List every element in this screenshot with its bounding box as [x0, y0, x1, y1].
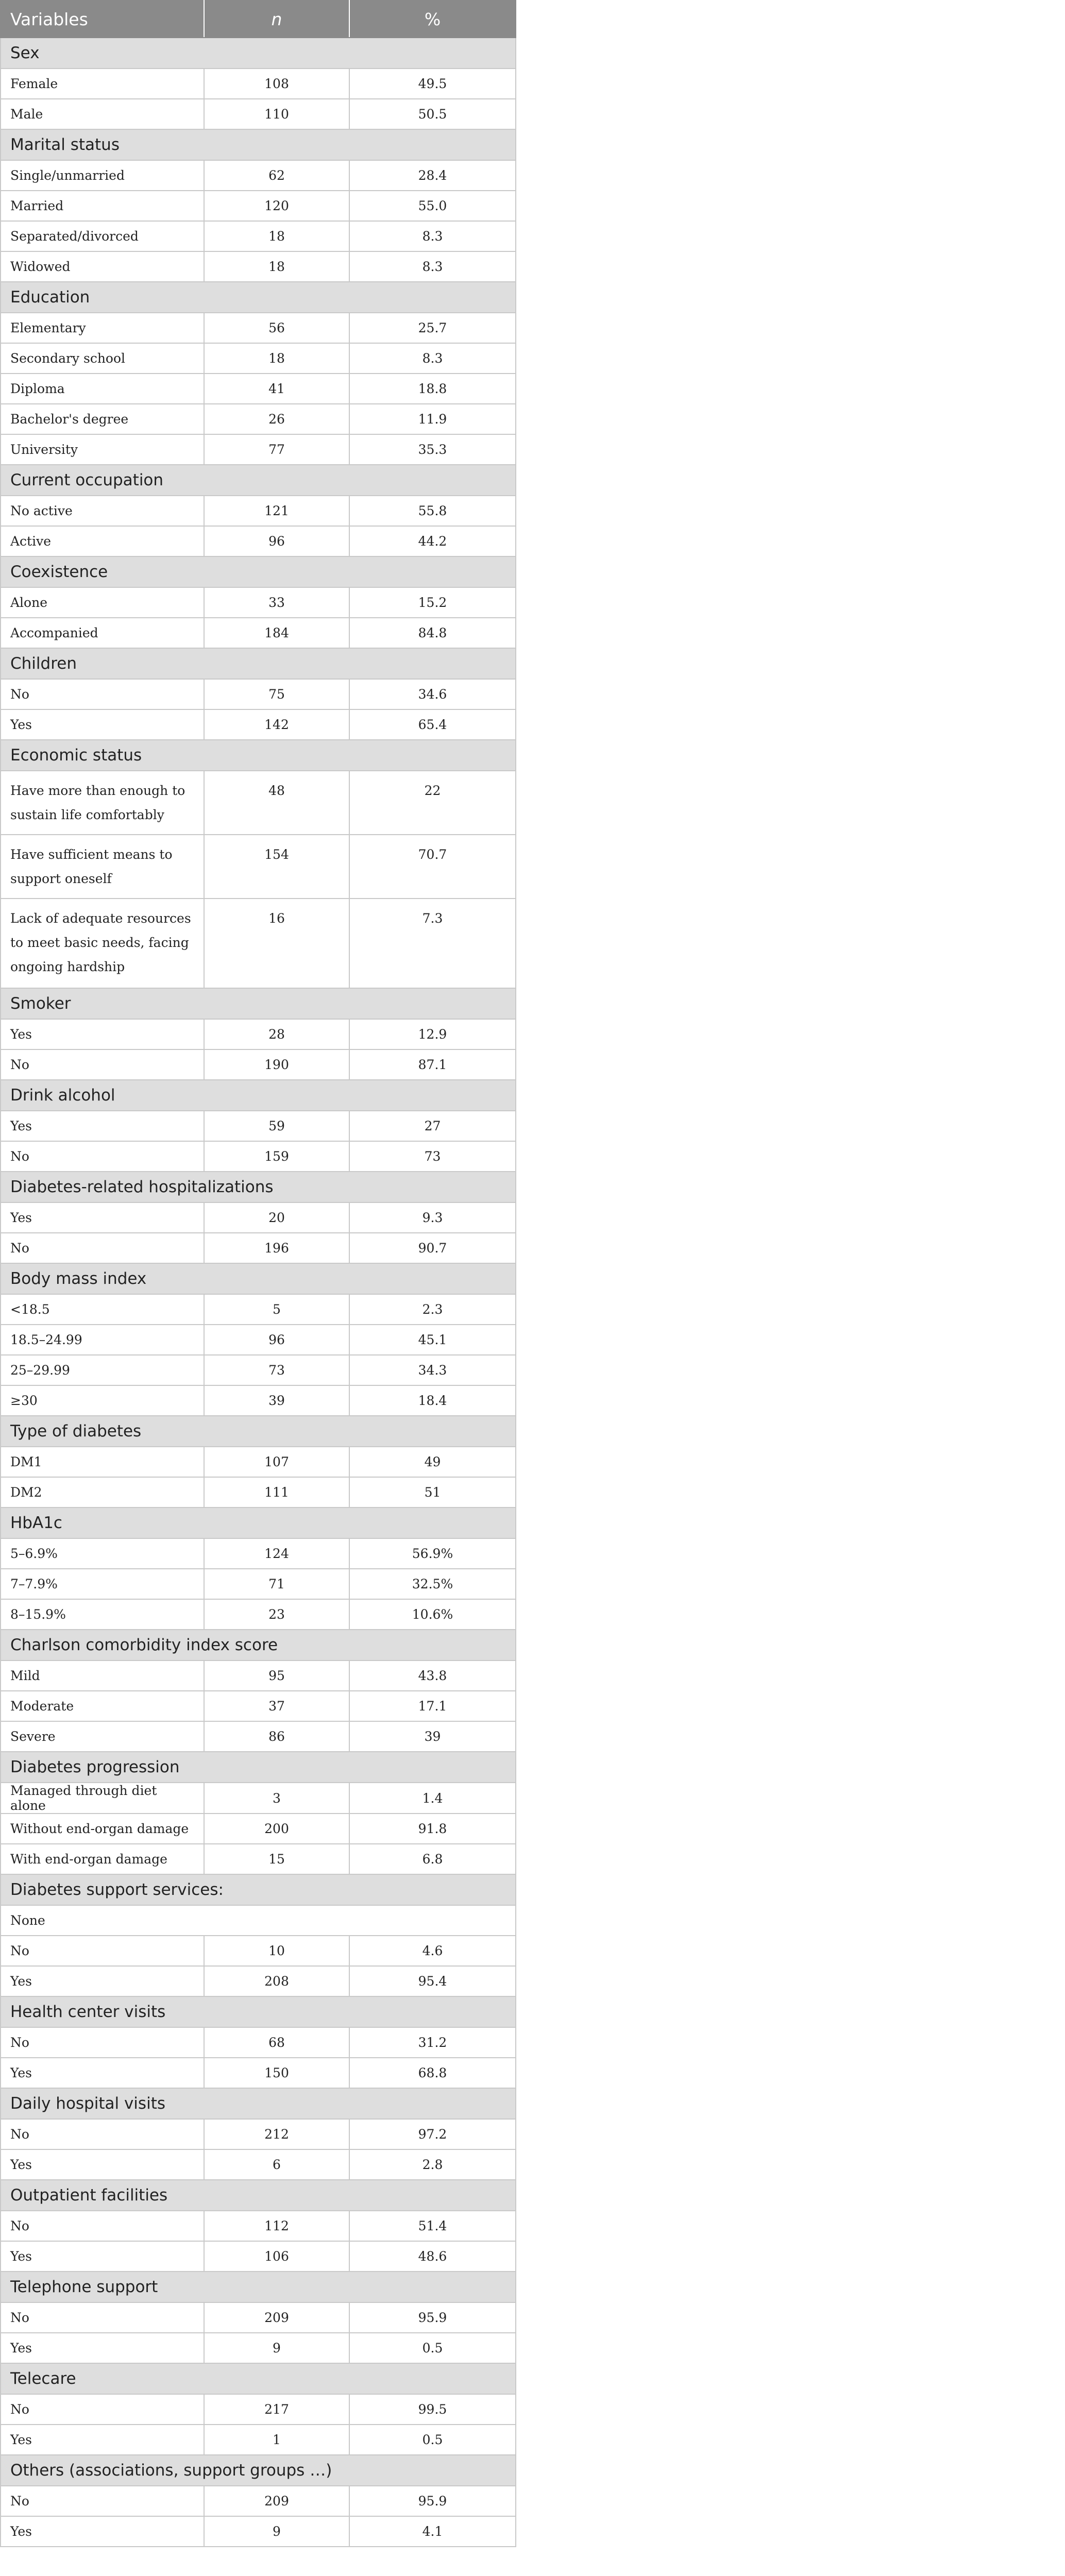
row-label: Without end-organ damage: [1, 1814, 204, 1844]
row-n-value: 41: [204, 374, 349, 404]
row-label: No: [1, 2486, 204, 2516]
group-title: Children: [1, 648, 516, 679]
table-row: [1, 191, 516, 221]
row-n-value: 39: [204, 1385, 349, 1416]
row-label: No: [1, 679, 204, 709]
row-percent-value: 31.2: [349, 2027, 516, 2058]
table-row: [1, 1019, 516, 1049]
row-percent-value: 51.4: [349, 2211, 516, 2241]
row-label: Yes: [1, 2516, 204, 2547]
group-title: Sex: [1, 38, 516, 69]
group-title: Telephone support: [1, 2272, 516, 2302]
row-percent-value: 49: [349, 1447, 516, 1477]
row-percent-value: 0.5: [349, 2333, 516, 2363]
row-n-value: 196: [204, 1233, 349, 1263]
row-n-value: 96: [204, 526, 349, 556]
row-percent-value: 32.5%: [349, 1569, 516, 1599]
row-n-value: 16: [204, 899, 349, 988]
row-label: Widowed: [1, 251, 204, 282]
group-header-row: [1, 1630, 516, 1660]
row-percent-value: 97.2: [349, 2119, 516, 2149]
row-label: Separated/divorced: [1, 221, 204, 251]
row-percent-value: 34.6: [349, 679, 516, 709]
group-header-row: [1, 38, 516, 69]
row-label: Yes: [1, 2333, 204, 2363]
row-n-value: 120: [204, 191, 349, 221]
table-row: [1, 313, 516, 343]
group-title: Others (associations, support groups …): [1, 2455, 516, 2486]
row-percent-value: 95.9: [349, 2302, 516, 2333]
row-label: ≥30: [1, 1385, 204, 1416]
row-label: Yes: [1, 2058, 204, 2088]
row-label: Have more than enough to sustain life comfortably: [1, 771, 204, 835]
group-header-row: [1, 465, 516, 496]
row-n-value: 209: [204, 2486, 349, 2516]
table-row: [1, 835, 516, 899]
table-row: [1, 1783, 516, 1814]
group-header-row: [1, 2088, 516, 2119]
row-n-value: 68: [204, 2027, 349, 2058]
row-label: Diploma: [1, 374, 204, 404]
row-percent-value: 8.3: [349, 343, 516, 374]
row-percent-value: 90.7: [349, 1233, 516, 1263]
group-title: Diabetes progression: [1, 1752, 516, 1783]
row-n-value: 75: [204, 679, 349, 709]
group-header-row: [1, 988, 516, 1019]
table-row: [1, 69, 516, 99]
row-n-value: 190: [204, 1049, 349, 1080]
row-label: Managed through diet alone: [1, 1783, 204, 1814]
group-header-row: [1, 2363, 516, 2394]
row-n-value: 18: [204, 343, 349, 374]
group-header-row: [1, 556, 516, 587]
table-row: [1, 1905, 516, 1936]
row-label: No active: [1, 496, 204, 526]
row-percent-value: 12.9: [349, 1019, 516, 1049]
table-row: [1, 1447, 516, 1477]
row-label: Have sufficient means to support oneself: [1, 835, 204, 899]
row-n-value: 5: [204, 1294, 349, 1325]
row-label: No: [1, 2119, 204, 2149]
row-percent-value: 28.4: [349, 160, 516, 191]
table-row: [1, 160, 516, 191]
row-n-value: 96: [204, 1325, 349, 1355]
row-percent-value: 2.8: [349, 2149, 516, 2180]
row-n-value: 184: [204, 618, 349, 648]
group-header-row: [1, 1080, 516, 1111]
table-row: [1, 374, 516, 404]
table-row: [1, 1599, 516, 1630]
row-n-value: 86: [204, 1721, 349, 1752]
group-title: Health center visits: [1, 1996, 516, 2027]
row-n-value: 56: [204, 313, 349, 343]
table-row: [1, 2058, 516, 2088]
table-row: [1, 1049, 516, 1080]
table-row: [1, 587, 516, 618]
header-n: n: [204, 1, 349, 38]
group-title: Body mass index: [1, 1263, 516, 1294]
group-title: Drink alcohol: [1, 1080, 516, 1111]
table-row: [1, 496, 516, 526]
row-percent-value: 18.8: [349, 374, 516, 404]
row-n-value: 62: [204, 160, 349, 191]
table-row: [1, 251, 516, 282]
row-percent-value: 70.7: [349, 835, 516, 899]
group-title: Diabetes-related hospitalizations: [1, 1172, 516, 1202]
row-percent-value: 7.3: [349, 899, 516, 988]
row-n-value: 150: [204, 2058, 349, 2088]
group-title: Smoker: [1, 988, 516, 1019]
row-n-value: 6: [204, 2149, 349, 2180]
row-n-value: 212: [204, 2119, 349, 2149]
row-label: Mild: [1, 1660, 204, 1691]
row-percent-value: 39: [349, 1721, 516, 1752]
row-percent-value: 51: [349, 1477, 516, 1507]
row-n-value: 18: [204, 251, 349, 282]
row-label: None: [1, 1905, 516, 1936]
row-label: Single/unmarried: [1, 160, 204, 191]
table-row: [1, 99, 516, 129]
row-label: University: [1, 434, 204, 465]
row-percent-value: 68.8: [349, 2058, 516, 2088]
group-header-row: [1, 2180, 516, 2211]
table-row: [1, 1569, 516, 1599]
row-percent-value: 10.6%: [349, 1599, 516, 1630]
group-title: Economic status: [1, 740, 516, 771]
row-n-value: 18: [204, 221, 349, 251]
row-n-value: 37: [204, 1691, 349, 1721]
group-title: Daily hospital visits: [1, 2088, 516, 2119]
header-variables: Variables: [1, 1, 204, 38]
group-title: Type of diabetes: [1, 1416, 516, 1447]
row-label: No: [1, 2211, 204, 2241]
row-n-value: 142: [204, 709, 349, 740]
table-row: [1, 2425, 516, 2455]
table-header: [1, 1, 516, 38]
table-row: [1, 1844, 516, 1874]
row-percent-value: 4.1: [349, 2516, 516, 2547]
row-n-value: 9: [204, 2333, 349, 2363]
row-label: No: [1, 1936, 204, 1966]
row-label: <18.5: [1, 1294, 204, 1325]
table-row: [1, 2516, 516, 2547]
row-n-value: 106: [204, 2241, 349, 2272]
group-header-row: [1, 1996, 516, 2027]
table-body: [1, 38, 516, 2547]
table-row: [1, 771, 516, 835]
row-percent-value: 18.4: [349, 1385, 516, 1416]
row-label: Yes: [1, 1111, 204, 1141]
table-row: [1, 1966, 516, 1996]
group-header-row: [1, 129, 516, 160]
row-percent-value: 8.3: [349, 221, 516, 251]
table-row: [1, 343, 516, 374]
row-percent-value: 2.3: [349, 1294, 516, 1325]
row-label: Yes: [1, 2241, 204, 2272]
row-label: DM1: [1, 1447, 204, 1477]
row-percent-value: 22: [349, 771, 516, 835]
row-percent-value: 48.6: [349, 2241, 516, 2272]
row-percent-value: 99.5: [349, 2394, 516, 2425]
row-percent-value: 1.4: [349, 1783, 516, 1814]
row-percent-value: 8.3: [349, 251, 516, 282]
group-header-row: [1, 282, 516, 313]
row-n-value: 77: [204, 434, 349, 465]
row-n-value: 9: [204, 2516, 349, 2547]
row-percent-value: 55.8: [349, 496, 516, 526]
row-percent-value: 84.8: [349, 618, 516, 648]
demographics-table: [0, 0, 516, 2547]
row-n-value: 23: [204, 1599, 349, 1630]
table-row: [1, 404, 516, 434]
row-n-value: 28: [204, 1019, 349, 1049]
table-row: [1, 1111, 516, 1141]
row-label: Female: [1, 69, 204, 99]
row-percent-value: 44.2: [349, 526, 516, 556]
row-label: Yes: [1, 1019, 204, 1049]
row-label: Active: [1, 526, 204, 556]
row-label: 18.5–24.99: [1, 1325, 204, 1355]
row-label: Lack of adequate resources to meet basic needs, facing ongoing hardship: [1, 899, 204, 988]
row-label: Yes: [1, 1202, 204, 1233]
row-percent-value: 4.6: [349, 1936, 516, 1966]
table-row: [1, 1325, 516, 1355]
row-percent-value: 11.9: [349, 404, 516, 434]
row-label: Moderate: [1, 1691, 204, 1721]
row-n-value: 154: [204, 835, 349, 899]
row-n-value: 108: [204, 69, 349, 99]
row-n-value: 15: [204, 1844, 349, 1874]
table-row: [1, 899, 516, 988]
row-percent-value: 95.9: [349, 2486, 516, 2516]
row-n-value: 208: [204, 1966, 349, 1996]
table-row: [1, 1385, 516, 1416]
group-header-row: [1, 1172, 516, 1202]
row-percent-value: 9.3: [349, 1202, 516, 1233]
group-title: Telecare: [1, 2363, 516, 2394]
group-header-row: [1, 1874, 516, 1905]
row-label: Secondary school: [1, 343, 204, 374]
group-header-row: [1, 1263, 516, 1294]
table-row: [1, 618, 516, 648]
row-n-value: 48: [204, 771, 349, 835]
row-label: Bachelor's degree: [1, 404, 204, 434]
table-row: [1, 1477, 516, 1507]
row-n-value: 121: [204, 496, 349, 526]
row-label: 8–15.9%: [1, 1599, 204, 1630]
table-row: [1, 1691, 516, 1721]
table-row: [1, 709, 516, 740]
group-header-row: [1, 2272, 516, 2302]
row-n-value: 111: [204, 1477, 349, 1507]
group-header-row: [1, 2455, 516, 2486]
row-n-value: 200: [204, 1814, 349, 1844]
row-percent-value: 25.7: [349, 313, 516, 343]
row-label: With end-organ damage: [1, 1844, 204, 1874]
row-n-value: 159: [204, 1141, 349, 1172]
row-n-value: 26: [204, 404, 349, 434]
group-title: Marital status: [1, 129, 516, 160]
row-percent-value: 56.9%: [349, 1538, 516, 1569]
table-row: [1, 1355, 516, 1385]
row-label: 25–29.99: [1, 1355, 204, 1385]
row-n-value: 95: [204, 1660, 349, 1691]
group-title: HbA1c: [1, 1507, 516, 1538]
table-row: [1, 1294, 516, 1325]
table-row: [1, 1721, 516, 1752]
table-row: [1, 2211, 516, 2241]
row-n-value: 110: [204, 99, 349, 129]
row-label: No: [1, 1049, 204, 1080]
row-label: Alone: [1, 587, 204, 618]
row-label: Yes: [1, 2149, 204, 2180]
row-label: Elementary: [1, 313, 204, 343]
row-n-value: 124: [204, 1538, 349, 1569]
group-header-row: [1, 1416, 516, 1447]
row-percent-value: 15.2: [349, 587, 516, 618]
row-label: Yes: [1, 709, 204, 740]
row-label: No: [1, 1141, 204, 1172]
row-n-value: 217: [204, 2394, 349, 2425]
row-percent-value: 50.5: [349, 99, 516, 129]
table-row: [1, 1233, 516, 1263]
row-n-value: 33: [204, 587, 349, 618]
table-row: [1, 2333, 516, 2363]
table-row: [1, 434, 516, 465]
row-label: No: [1, 2027, 204, 2058]
row-label: No: [1, 2394, 204, 2425]
row-n-value: 10: [204, 1936, 349, 1966]
group-title: Diabetes support services:: [1, 1874, 516, 1905]
table-row: [1, 1202, 516, 1233]
table-row: [1, 1660, 516, 1691]
group-title: Current occupation: [1, 465, 516, 496]
row-label: No: [1, 2302, 204, 2333]
row-n-value: 59: [204, 1111, 349, 1141]
row-n-value: 73: [204, 1355, 349, 1385]
table-row: [1, 1814, 516, 1844]
table-row: [1, 2486, 516, 2516]
row-n-value: 71: [204, 1569, 349, 1599]
table-row: [1, 221, 516, 251]
row-percent-value: 0.5: [349, 2425, 516, 2455]
table-row: [1, 2027, 516, 2058]
row-percent-value: 91.8: [349, 1814, 516, 1844]
row-percent-value: 87.1: [349, 1049, 516, 1080]
table-row: [1, 2302, 516, 2333]
table-row: [1, 679, 516, 709]
row-percent-value: 49.5: [349, 69, 516, 99]
row-n-value: 209: [204, 2302, 349, 2333]
row-label: Married: [1, 191, 204, 221]
row-percent-value: 55.0: [349, 191, 516, 221]
group-title: Outpatient facilities: [1, 2180, 516, 2211]
row-n-value: 20: [204, 1202, 349, 1233]
row-percent-value: 34.3: [349, 1355, 516, 1385]
group-header-row: [1, 740, 516, 771]
table-row: [1, 1936, 516, 1966]
group-header-row: [1, 1507, 516, 1538]
row-percent-value: 35.3: [349, 434, 516, 465]
row-label: 5–6.9%: [1, 1538, 204, 1569]
row-label: DM2: [1, 1477, 204, 1507]
row-n-value: 112: [204, 2211, 349, 2241]
row-percent-value: 65.4: [349, 709, 516, 740]
row-n-value: 1: [204, 2425, 349, 2455]
group-header-row: [1, 1752, 516, 1783]
group-title: Education: [1, 282, 516, 313]
group-title: Coexistence: [1, 556, 516, 587]
row-percent-value: 45.1: [349, 1325, 516, 1355]
table-row: [1, 526, 516, 556]
row-label: Yes: [1, 2425, 204, 2455]
row-label: Accompanied: [1, 618, 204, 648]
table-row: [1, 1141, 516, 1172]
table-row: [1, 2241, 516, 2272]
table-row: [1, 2394, 516, 2425]
row-label: Severe: [1, 1721, 204, 1752]
row-n-value: 3: [204, 1783, 349, 1814]
row-percent-value: 17.1: [349, 1691, 516, 1721]
table-row: [1, 1538, 516, 1569]
row-label: Yes: [1, 1966, 204, 1996]
header-percent: %: [349, 1, 516, 38]
row-percent-value: 73: [349, 1141, 516, 1172]
row-percent-value: 6.8: [349, 1844, 516, 1874]
group-header-row: [1, 648, 516, 679]
table-row: [1, 2119, 516, 2149]
row-percent-value: 43.8: [349, 1660, 516, 1691]
row-n-value: 107: [204, 1447, 349, 1477]
row-percent-value: 27: [349, 1111, 516, 1141]
row-label: No: [1, 1233, 204, 1263]
header-row: [1, 1, 516, 38]
table-row: [1, 2149, 516, 2180]
row-label: Male: [1, 99, 204, 129]
row-percent-value: 95.4: [349, 1966, 516, 1996]
row-label: 7–7.9%: [1, 1569, 204, 1599]
group-title: Charlson comorbidity index score: [1, 1630, 516, 1660]
